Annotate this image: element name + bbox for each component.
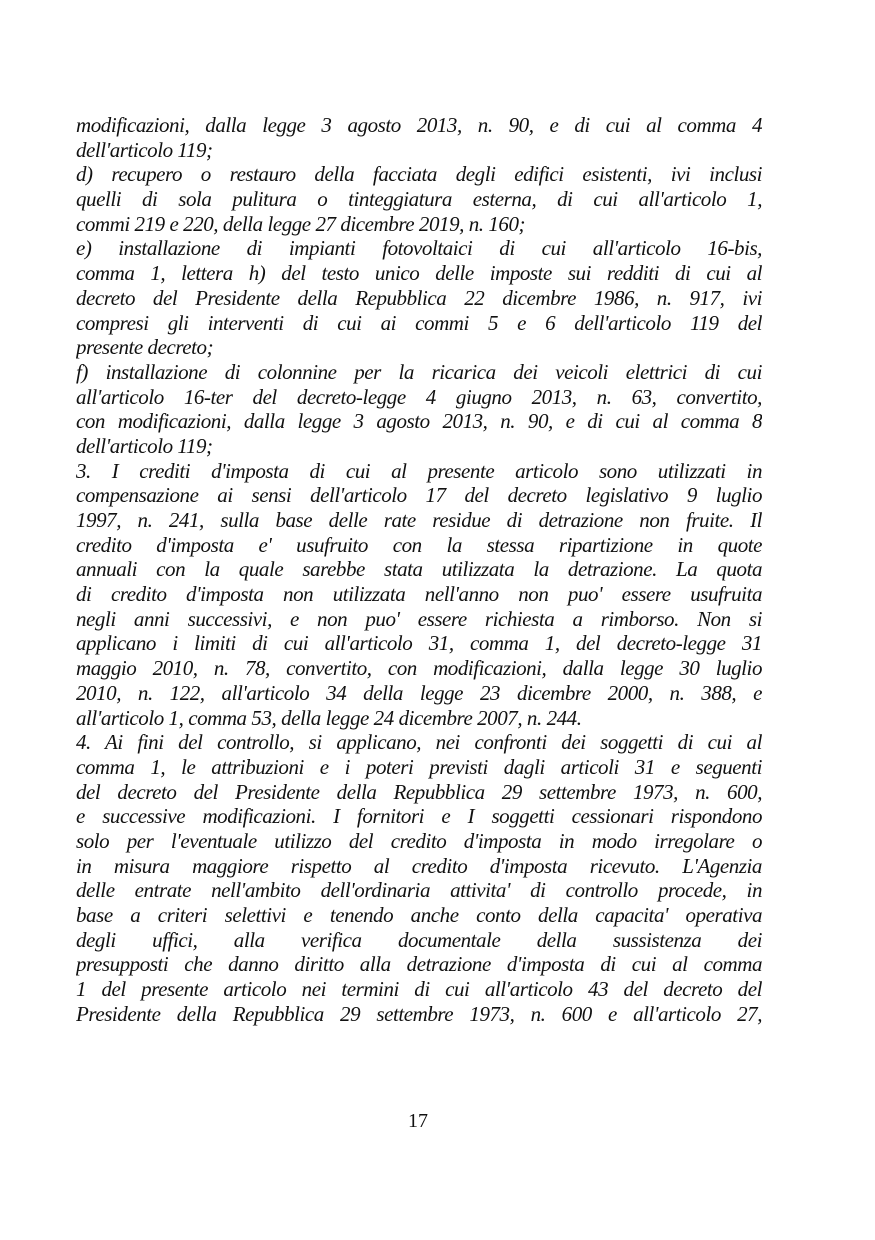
text-line: comma 1, lettera h) del testo unico delle imposte sui redditi di cui al — [76, 261, 762, 286]
text-line: presente decreto; — [76, 335, 214, 360]
text-line: con modificazioni, dalla legge 3 agosto 2013, n. 90, e di cui al comma 8 — [76, 409, 762, 434]
text-line: applicano i limiti di cui all'articolo 31, comma 1, del decreto-legge 31 — [76, 631, 762, 656]
text-line: del decreto del Presidente della Repubblica 29 settembre 1973, n. 600, — [76, 779, 762, 804]
text-line: negli anni successivi, e non puo' essere richiesta a rimborso. Non si — [76, 606, 762, 631]
text-line: compresi gli interventi di cui ai commi 5 e 6 dell'articolo 119 del — [76, 310, 762, 335]
text-line: 1997, n. 241, sulla base delle rate residue di detrazione non fruite. Il — [76, 508, 762, 532]
text-line: commi 219 e 220, della legge 27 dicembre 2019, n. 160; — [76, 211, 526, 236]
text-line: maggio 2010, n. 78, convertito, con modificazioni, dalla legge 30 luglio — [76, 656, 762, 681]
text-line: modificazioni, dalla legge 3 agosto 2013, n. 90, e di cui al comma 4 — [76, 113, 762, 137]
text-line: d) recupero o restauro della facciata degli edifici esistenti, ivi inclusi — [76, 162, 762, 187]
text-line: all'articolo 1, comma 53, della legge 24 dicembre 2007, n. 244. — [76, 705, 582, 730]
text-line: e) installazione di impianti fotovoltaici di cui all'articolo 16-bis, — [76, 236, 762, 261]
text-line: credito d'imposta e' usufruito con la stessa ripartizione in quote — [76, 532, 762, 557]
text-line: in misura maggiore rispetto al credito d'imposta ricevuto. L'Agenzia — [76, 853, 762, 878]
text-line: presupposti che danno diritto alla detrazione d'imposta di cui al comma — [76, 952, 762, 977]
text-line: Presidente della Repubblica 29 settembre 1973, n. 600 e all'articolo 27, — [76, 1001, 762, 1026]
text-line: dell'articolo 119; — [76, 433, 213, 458]
text-line: di credito d'imposta non utilizzata nell'anno non puo' essere usufruita — [76, 582, 762, 607]
text-line: 1 del presente articolo nei termini di cui all'articolo 43 del decreto del — [76, 977, 762, 1002]
text-line: decreto del Presidente della Repubblica 22 dicembre 1986, n. 917, ivi — [76, 285, 762, 310]
page-number: 17 — [408, 1110, 428, 1132]
text-line: 2010, n. 122, all'articolo 34 della legge 23 dicembre 2000, n. 388, e — [76, 680, 762, 705]
text-line: compensazione ai sensi dell'articolo 17 del decreto legislativo 9 luglio — [76, 483, 762, 508]
text-line: base a criteri selettivi e tenendo anche conto della capacita' operativa — [76, 903, 762, 927]
text-line: solo per l'eventuale utilizzo del credito d'imposta in modo irregolare o — [76, 828, 762, 853]
text-line: 3. I crediti d'imposta di cui al presente articolo sono utilizzati in — [76, 458, 762, 483]
document-body-text — [76, 113, 762, 1026]
text-line: f) installazione di colonnine per la ricarica dei veicoli elettrici di cui — [76, 359, 762, 384]
text-line: quelli di sola pulitura o tinteggiatura esterna, di cui all'articolo 1, — [76, 187, 762, 212]
text-line: delle entrate nell'ambito dell'ordinaria attivita' di controllo procede, in — [76, 878, 762, 903]
text-line: comma 1, le attribuzioni e i poteri previsti dagli articoli 31 e seguenti — [76, 754, 762, 779]
text-line: 4. Ai fini del controllo, si applicano, nei confronti dei soggetti di cui al — [76, 730, 762, 755]
text-line: e successive modificazioni. I fornitori e I soggetti cessionari rispondono — [76, 804, 762, 829]
text-line: dell'articolo 119; — [76, 137, 213, 162]
text-line: annuali con la quale sarebbe stata utilizzata la detrazione. La quota — [76, 557, 762, 582]
text-line: degli uffici, alla verifica documentale della sussistenza dei — [76, 927, 762, 952]
text-line: all'articolo 16-ter del decreto-legge 4 giugno 2013, n. 63, convertito, — [76, 384, 762, 409]
